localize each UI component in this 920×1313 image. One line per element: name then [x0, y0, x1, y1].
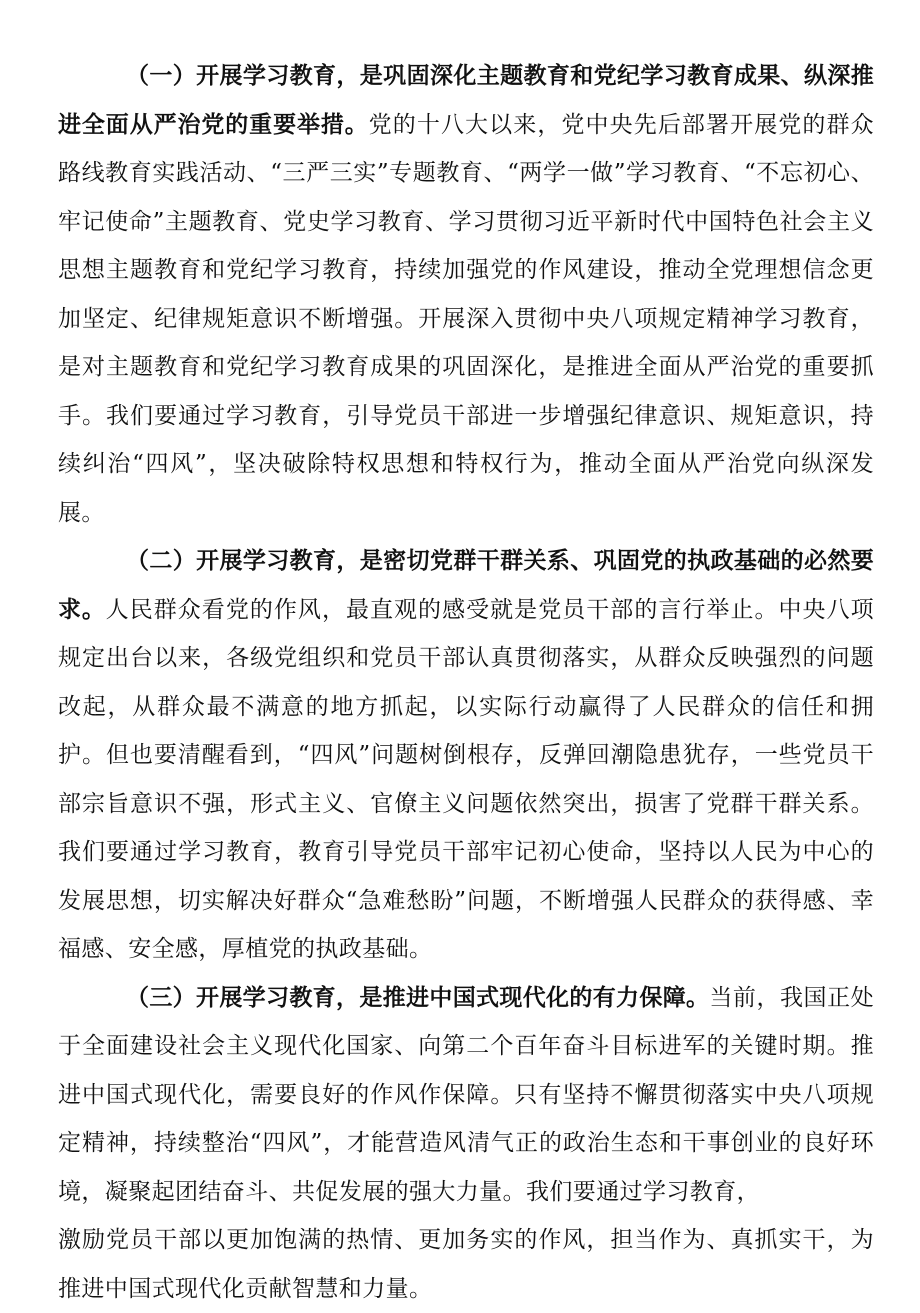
section-2-heading: （二）开展学习教育，是密切党群干群关系、巩固党的执政基础的必然要求。 [58, 548, 874, 623]
section-1-heading: （一）开展学习教育，是巩固深化主题教育和党纪学习教育成果、纵深推进全面从严治党的重要举措。 [58, 63, 874, 138]
section-1-paragraph [58, 52, 874, 537]
section-3-body: 当前，我国正处于全面建设社会主义现代化国家、向第二个百年奋斗目标进军的关键时期。推进中国式现代化，需要良好的作风作保障。只有坚持不懈贯彻落实中央八项规定精神，持续整治“四风”，才能营造风清气正的政治生态和干事创业的良好环境，凝聚起团结奋斗、共促发展的强大力量。我们要通过学习教育， [58, 984, 875, 1205]
document-page [58, 52, 874, 1313]
section-2-paragraph [58, 537, 874, 974]
section-3-heading: （三）开展学习教育，是推进中国式现代化的有力保障。 [126, 984, 710, 1011]
section-3-continuation: 激励党员干部以更加饱满的热情、更加务实的作风，担当作为、真抓实干，为推进中国式现代化贡献智慧和力量。 [58, 1227, 874, 1302]
section-1-body: 党的十八大以来，党中央先后部署开展党的群众路线教育实践活动、“三严三实”专题教育、“两学一做”学习教育、“不忘初心、牢记使命”主题教育、党史学习教育、学习贯彻习近平新时代中国特色社会主义思想主题教育和党纪学习教育，持续加强党的作风建设，推动全党理想信念更加坚定、纪律规矩意识不断增强。开展深入贯彻中央八项规定精神学习教育，是对主题教育和党纪学习教育成果的巩固深化，是推进全面从严治党的重要抓手。我们要通过学习教育，引导党员干部进一步增强纪律意识、规矩意识，持续纠治“四风”，坚决破除特权思想和特权行为，推动全面从严治党向纵深发展。 [58, 111, 874, 526]
section-2-body: 人民群众看党的作风，最直观的感受就是党员干部的言行举止。中央八项规定出台以来，各级党组织和党员干部认真贯彻落实，从群众反映强烈的问题改起，从群众最不满意的地方抓起，以实际行动赢得了人民群众的信任和拥护。但也要清醒看到，“四风”问题树倒根存，反弹回潮隐患犹存，一些党员干部宗旨意识不强，形式主义、官僚主义问题依然突出，损害了党群干群关系。我们要通过学习教育，教育引导党员干部牢记初心使命，坚持以人民为中心的发展思想，切实解决好群众“急难愁盼”问题，不断增强人民群众的获得感、幸福感、安全感，厚植党的执政基础。 [58, 596, 874, 962]
section-3-paragraph [58, 974, 874, 1217]
